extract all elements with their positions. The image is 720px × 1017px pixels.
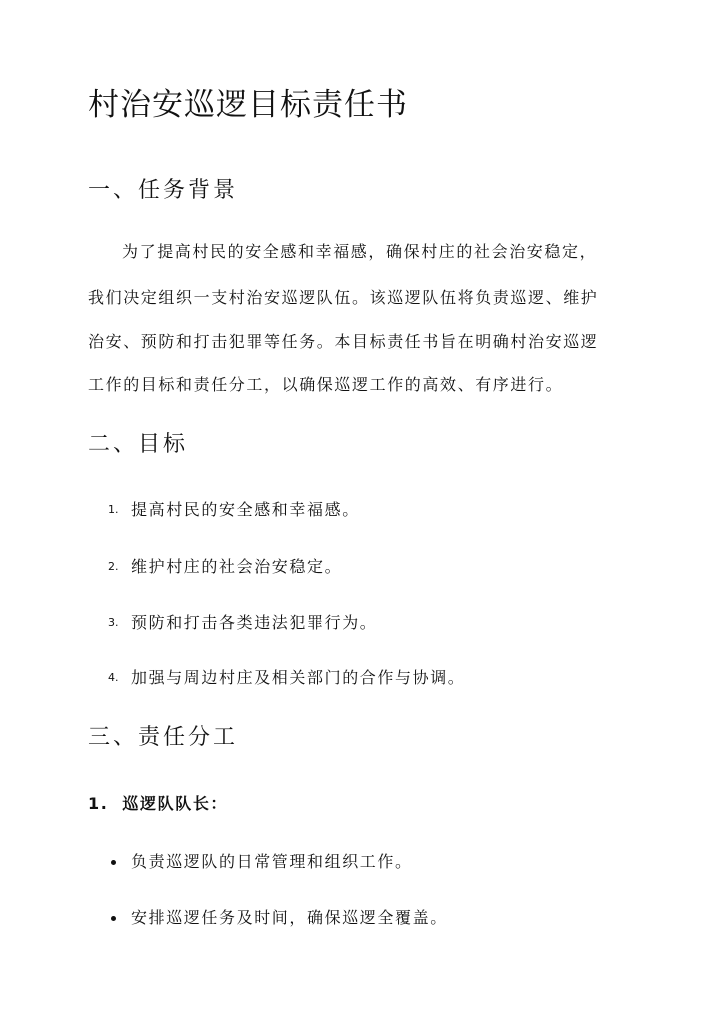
subsection-heading	[88, 792, 228, 816]
bullet-text: 安排巡逻任务及时间，确保巡逻全覆盖。	[131, 908, 448, 927]
list-number: 3.	[108, 616, 119, 629]
paragraph-line: 我们决定组织一支村治安巡逻队伍。该巡逻队伍将负责巡逻、维护	[88, 288, 599, 307]
bullet-text: 负责巡逻队的日常管理和组织工作。	[131, 852, 413, 871]
paragraph-line: 治安、预防和打击犯罪等任务。本目标责任书旨在明确村治安巡逻	[88, 332, 599, 351]
paragraph-line: 为了提高村民的安全感和幸福感，确保村庄的社会治安稳定，	[122, 242, 598, 261]
subsection-number: 1.	[88, 794, 109, 813]
bullet-dot-icon	[111, 916, 116, 921]
list-number: 2.	[108, 560, 119, 573]
list-text: 预防和打击各类违法犯罪行为。	[131, 613, 378, 632]
list-number: 4.	[108, 671, 119, 684]
section-heading-responsibilities: 三、责任分工	[88, 725, 239, 750]
document-title: 村治安巡逻目标责任书	[88, 87, 408, 123]
list-text: 维护村庄的社会治安稳定。	[131, 557, 343, 576]
bullet-dot-icon	[111, 860, 116, 865]
paragraph-line: 工作的目标和责任分工，以确保巡逻工作的高效、有序进行。	[88, 375, 564, 394]
section-heading-background: 一、任务背景	[88, 178, 239, 203]
list-number: 1.	[108, 503, 119, 516]
list-text: 加强与周边村庄及相关部门的合作与协调。	[131, 668, 466, 687]
section-heading-goals: 二、目标	[88, 432, 189, 457]
list-text: 提高村民的安全感和幸福感。	[131, 500, 360, 519]
subsection-title: 巡逻队队长：	[122, 794, 229, 813]
